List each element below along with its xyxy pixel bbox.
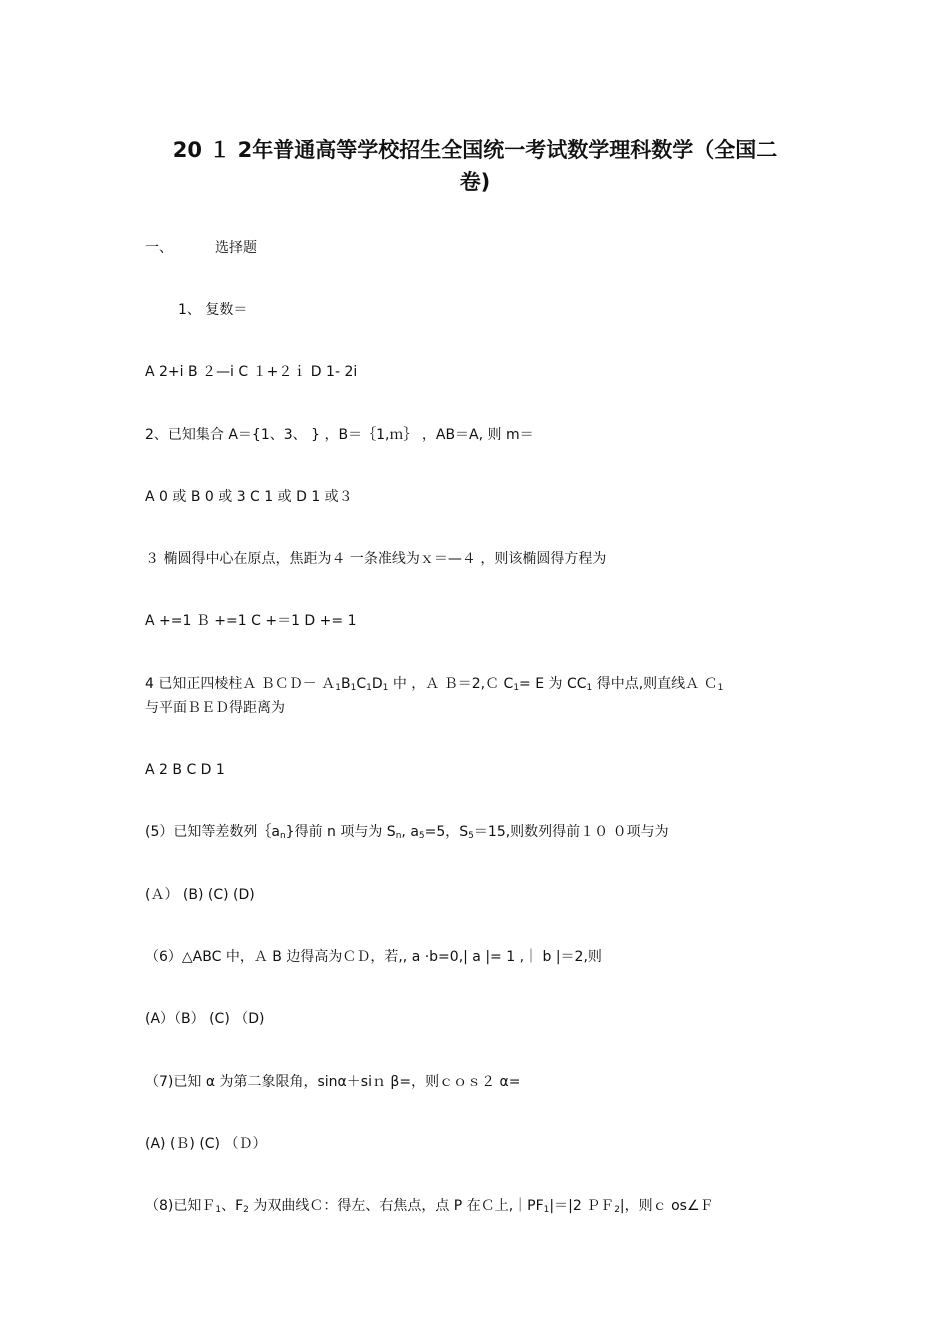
- q8-text-c: 为双曲线Ｃ：得左、右焦点，点 P 在Ｃ上,｜PF: [248, 1198, 544, 1214]
- q4-sub: 1: [350, 683, 357, 693]
- section-heading: [145, 238, 815, 258]
- q4-text-g: 得中点,则直线Ａ Ｃ: [592, 676, 718, 692]
- document-title: [130, 134, 820, 198]
- q6-options: (A）（B） (C) （D): [145, 1011, 265, 1027]
- q8-sub: 1: [543, 1205, 550, 1215]
- q4-sub: 1: [717, 683, 724, 693]
- q5-text-a: (5）已知等差数列｛a: [145, 824, 280, 840]
- q7-options: (A) (Ｂ) (C) （Ｄ）: [145, 1136, 267, 1152]
- q5-options: (Ａ） (B) (C) (D): [145, 887, 255, 903]
- q3-options: A +=1 Ｂ +=1 C +＝1 D += 1: [145, 613, 357, 629]
- q5-text-b: }得前 n 项与为 S: [285, 824, 396, 840]
- q1-stem: 1、 复数＝: [178, 302, 248, 318]
- q2-stem: 2、已知集合 A＝{1、3、 } ，B＝｛1,ｍ｝ ，AB＝A, 则 m＝: [145, 427, 534, 443]
- title-line-1: 20 １ 2年普通高等学校招生全国统一考试数学理科数学（全国二: [172, 138, 778, 162]
- q4-text-b: B: [341, 676, 351, 692]
- section-number: 一、: [145, 240, 173, 256]
- q5-sub: 5: [468, 831, 474, 841]
- q8-sub: 2: [614, 1205, 620, 1215]
- q4-text-e: 中 ，Ａ Ｂ＝2,Ｃ C: [388, 676, 514, 692]
- q5-sub: 5: [418, 831, 425, 841]
- q4-sub: 1: [366, 683, 372, 693]
- q4-text-d: D: [371, 676, 383, 692]
- q4-sub: 1: [586, 683, 593, 693]
- q7-stem: （7)已知 α 为第二象限角，sinα＋siｎ β=，则ｃｏｓ２ α=: [145, 1074, 521, 1090]
- q5-text-c: , a: [401, 824, 419, 840]
- q8-sub: 2: [243, 1205, 249, 1215]
- q8-text-a: （8)已知Ｆ: [145, 1198, 216, 1214]
- q4-sub: 1: [335, 683, 341, 693]
- q4-sub: 1: [513, 683, 520, 693]
- q5-stem: [145, 822, 815, 842]
- q4-stem: [145, 674, 815, 694]
- q4-text-a: 4 已知正四棱柱Ａ ＢＣＤ－ Ａ: [145, 676, 336, 692]
- q8-sub: 1: [215, 1205, 222, 1215]
- q6-stem: （6）△ABC 中，Ａ B 边得高为ＣＤ，若,, a ·b=0,| a |= 1 ,｜ b |＝2,则: [145, 949, 602, 965]
- q4-stem-line-2: 与平面ＢＥＤ得距离为: [145, 700, 285, 716]
- title-line-2: 卷): [459, 170, 491, 194]
- q1-options: A 2+i B ２—i C １+２ｉ D 1- 2i: [145, 364, 358, 380]
- q5-text-e: ＝15,则数列得前１０ ０项与为: [473, 824, 669, 840]
- q8-text-e: |，则ｃ os∠Ｆ: [619, 1198, 714, 1214]
- q5-sub: n: [279, 831, 286, 841]
- q4-sub: 1: [382, 683, 389, 693]
- q4-options: A 2 B C D 1: [145, 762, 225, 778]
- q4-text-f: = E 为 CC: [519, 676, 587, 692]
- q5-sub: n: [395, 831, 402, 841]
- q8-text-b: 、F: [221, 1198, 244, 1214]
- q8-text-d: |＝|2 ＰＦ: [549, 1198, 615, 1214]
- q8-stem: [145, 1196, 815, 1216]
- q4-text-c: C: [356, 676, 367, 692]
- q5-text-d: =5，S: [424, 824, 469, 840]
- section-label: 选择题: [215, 240, 257, 256]
- q2-options: A 0 或 B 0 或 3 C 1 或 D 1 或３: [145, 489, 353, 505]
- q3-stem: ３ 椭圆得中心在原点，焦距为４ 一条准线为ｘ＝—４ ，则该椭圆得方程为: [145, 551, 607, 567]
